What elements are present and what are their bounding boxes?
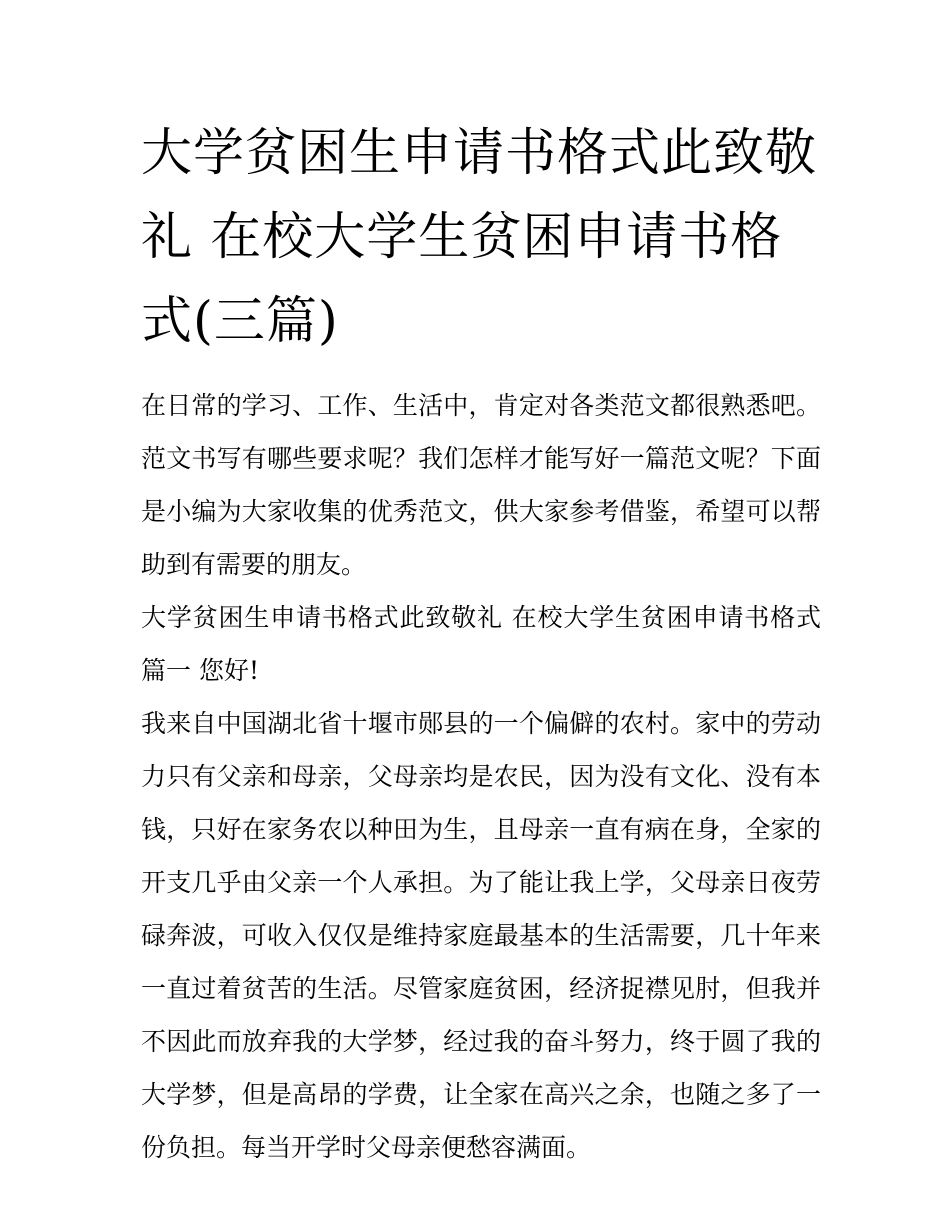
section-heading-paragraph: 大学贫困生申请书格式此致敬礼 在校大学生贫困申请书格式篇一 您好! bbox=[141, 603, 821, 685]
intro-paragraph: 在日常的学习、工作、生活中，肯定对各类范文都很熟悉吧。范文书写有哪些要求呢？我们怎样才能写好一篇范文呢？下面是小编为大家收集的优秀范文，供大家参考借鉴，希望可以帮助到有需要的朋友。 bbox=[141, 391, 821, 579]
document-content bbox=[141, 112, 821, 1174]
document-body bbox=[141, 379, 821, 1174]
document-title: 大学贫困生申请书格式此致敬礼 在校大学生贫困申请书格式(三篇) bbox=[141, 124, 818, 351]
letter-body-paragraph: 我来自中国湖北省十堰市郧县的一个偏僻的农村。家中的劳动力只有父亲和母亲，父母亲均是农民，因为没有文化、没有本钱，只好在家务农以种田为生，且母亲一直有病在身，全家的开支几乎由父亲一个人承担。为了能让我上学，父母亲日夜劳碌奔波，可收入仅仅是维持家庭最基本的生活需要，几十年来一直过着贫苦的生活。尽管家庭贫困，经济捉襟见肘，但我并不因此而放弃我的大学梦，经过我的奋斗努力，终于圆了我的大学梦，但是高昂的学费，让全家在高兴之余，也随之多了一份负担。每当开学时父母亲便愁容满面。 bbox=[141, 709, 821, 1162]
